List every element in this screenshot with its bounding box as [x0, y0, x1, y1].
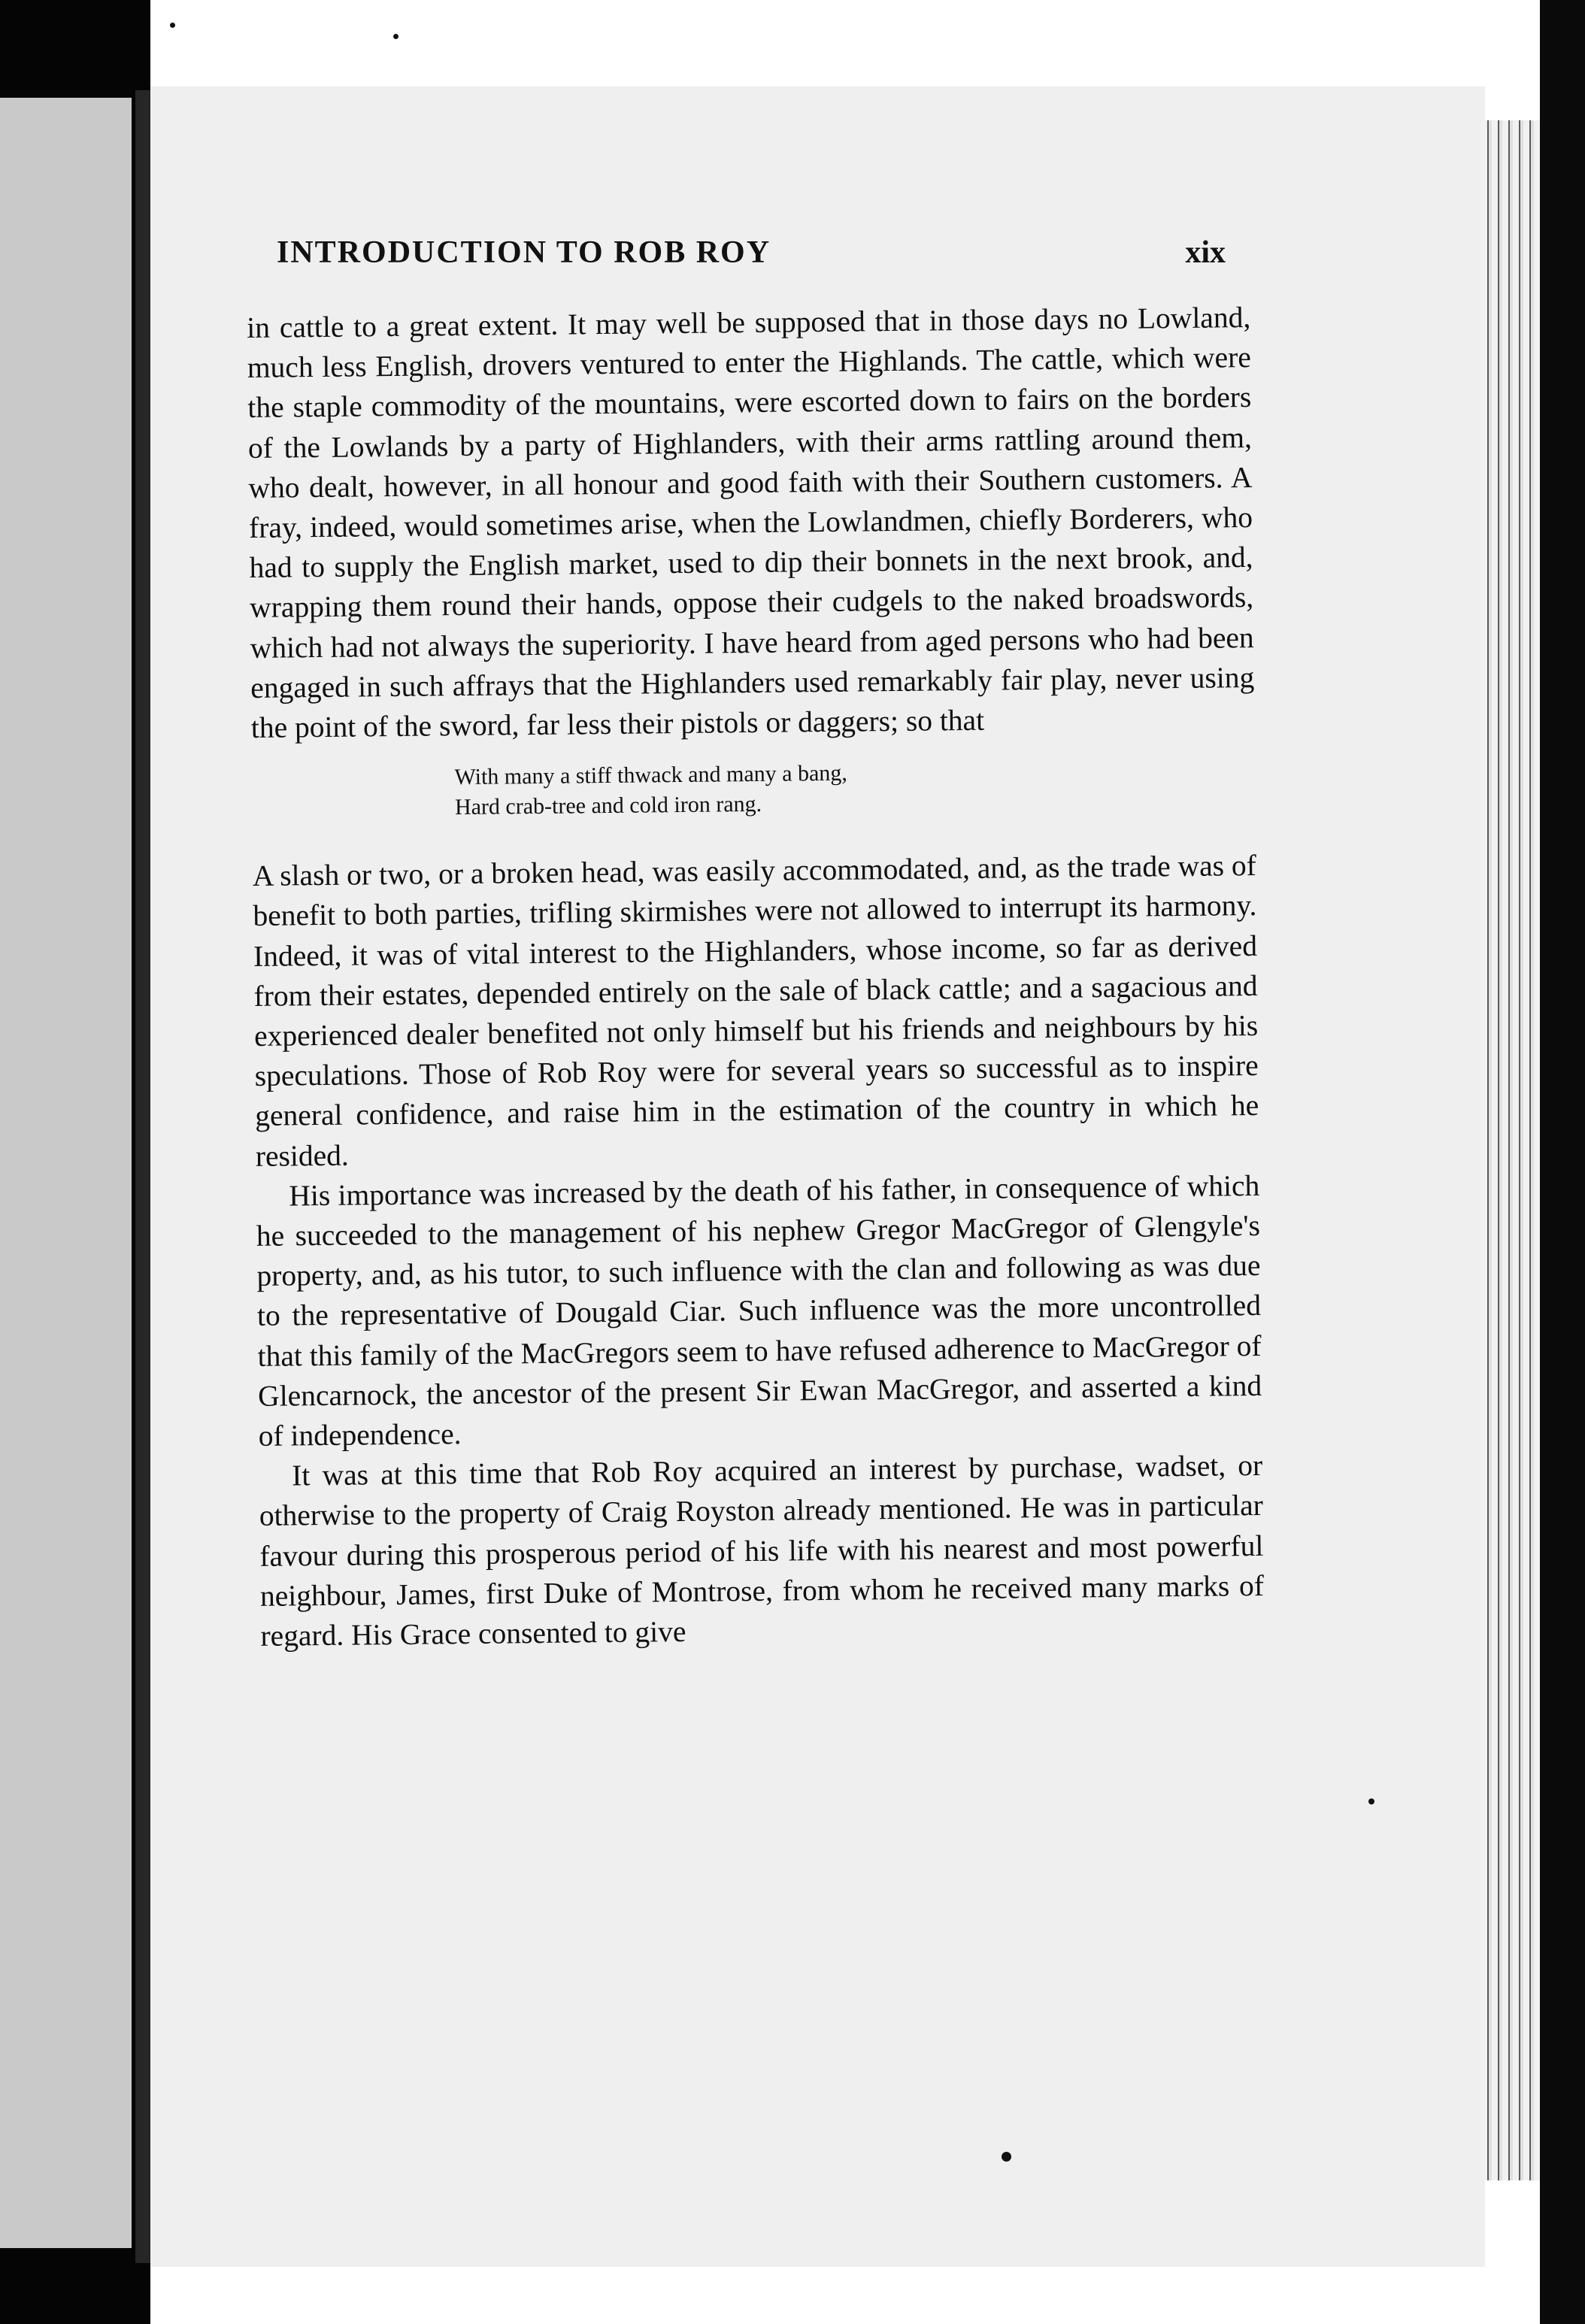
paragraph: It was at this time that Rob Roy acquired an interest by purchase, wadset, or otherwise to the property of Craig Royston already mentioned. He was in particular favour during this prosperous period of his life with his nearest and most powerful neighbour, James, first Duke of Montrose, from whom he received many marks of regard. His Grace consented to give — [259, 1449, 1265, 1653]
paragraph: A slash or two, or a broken head, was easily accommodated, and, as the trade was of benefit to both parties, trifling skirmishes were not allowed to interrupt its harmony. Indeed, it was of vital interest to the Highlanders, whose income, so far as derived from their estates, depended entirely on the sale of black cattle; and a sagacious and experienced dealer benefited not only himself but his friends and neighbours by his speculations. Those of Rob Roy were for several years so successful as to inspire general confidence, and raise him in the estimation of the country in which he resided. — [252, 849, 1259, 1173]
page-edges — [1481, 120, 1541, 2180]
left-page-edge — [0, 0, 150, 2324]
right-background — [1540, 0, 1585, 2324]
scan-speck — [1002, 2152, 1011, 2162]
verse-line: Hard crab-tree and cold iron rang. — [454, 792, 762, 820]
verse-line: With many a stiff thwack and many a bang, — [454, 760, 847, 790]
scan-speck — [393, 34, 399, 39]
verse-quote — [454, 754, 1256, 823]
page-header — [277, 235, 1226, 280]
running-title: INTRODUCTION TO ROB ROY — [277, 235, 771, 270]
scan-speck — [1368, 1798, 1374, 1804]
paragraph: His importance was increased by the death of his father, in consequence of which he succeeded to the management of his nephew Gregor MacGregor of Glengyle's property, and, as his tutor, to such influence with the clan and following as was due to the representative of Dougald Ciar. Such influence was the more uncontrolled that this family of the MacGregors seem to have refused adherence to MacGregor of Glencarnock, the ancestor of the present Sir Ewan MacGregor, and asserted a kind of independence. — [256, 1168, 1262, 1453]
scan-speck — [170, 23, 175, 28]
page-number: xix — [1185, 235, 1226, 270]
book-gutter — [135, 90, 150, 2263]
paragraph: in cattle to a great extent. It may well be supposed that in those days no Lowland, much less English, drovers ventured to enter the Highlands. The cattle, which were the staple commodity of the mountains, were escorted down to fairs on the borders of the Lowlands by a party of Highlanders, with their arms rattling around them, who dealt, however, in all honour and good faith with their Southern customers. A fray, indeed, would sometimes arise, when the Lowlandmen, chiefly Borderers, who had to supply the English market, used to dip their bonnets in the next brook, and, wrapping them round their hands, oppose their cudgels to the naked broadswords, which had not always the superiority. I have heard from aged persons who had been engaged in such affrays that the Highlanders used remarkably fair play, never using the point of the sword, far less their pistols or daggers; so that — [247, 301, 1255, 744]
left-page-margin — [0, 98, 132, 2248]
page-body — [247, 298, 1265, 1656]
